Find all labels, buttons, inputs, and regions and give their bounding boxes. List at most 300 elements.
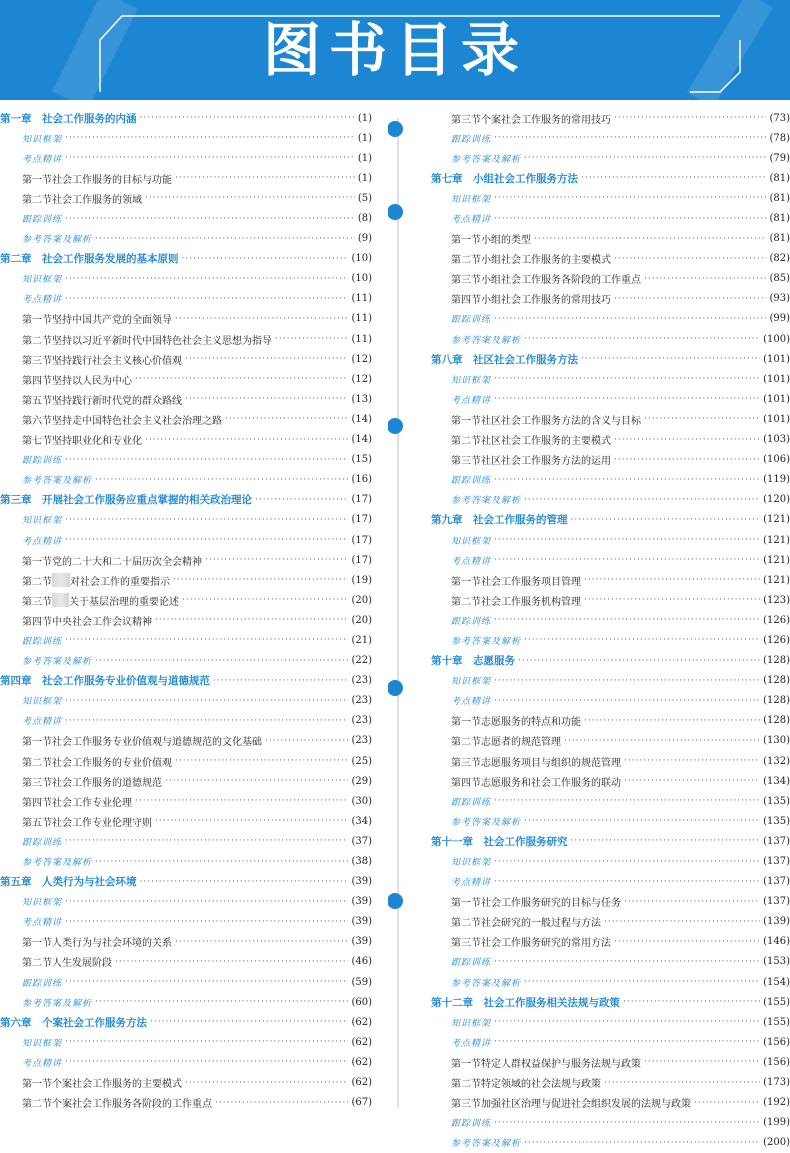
- page-number: (139): [763, 916, 790, 928]
- page-number: (17): [351, 554, 372, 566]
- dot-leader: [95, 997, 348, 1007]
- subsection-title: 跟踪训练: [451, 797, 492, 808]
- section-title: 小组的类型: [481, 235, 531, 247]
- dot-leader: [524, 977, 760, 987]
- section-title: 社会工作服务研究的常用方法: [481, 938, 611, 950]
- toc-right-column: [427, 108, 790, 1153]
- toc-section-entry[interactable]: [427, 892, 790, 912]
- section-number: 第三节: [451, 1099, 481, 1111]
- section-title: 个案社会工作服务的主要模式: [52, 1079, 182, 1091]
- toc-subsection-entry[interactable]: [0, 289, 372, 309]
- page-number: (34): [351, 815, 372, 827]
- toc-subsection-entry[interactable]: [0, 530, 372, 550]
- page-number: (10): [351, 253, 372, 265]
- section-number: 第一节: [451, 415, 481, 427]
- page-number: (128): [763, 695, 790, 707]
- toc-subsection-entry[interactable]: [427, 550, 790, 570]
- toc-subsection-entry[interactable]: [427, 530, 790, 550]
- toc-subsection-entry[interactable]: [0, 651, 372, 671]
- subsection-title: 参考答案及解析: [451, 636, 522, 647]
- subsection-title: 参考答案及解析: [22, 657, 93, 668]
- toc-subsection-entry[interactable]: [0, 691, 372, 711]
- dot-leader: [524, 1138, 760, 1148]
- toc-section-entry[interactable]: [0, 389, 372, 409]
- page-number: (79): [769, 152, 790, 164]
- dot-leader: [584, 716, 760, 726]
- subsection-title: 跟踪训练: [451, 134, 492, 145]
- page-number: (9): [357, 233, 372, 245]
- toc-section-entry[interactable]: [427, 1052, 790, 1072]
- dot-leader: [175, 756, 348, 766]
- toc-section-entry[interactable]: [427, 430, 790, 450]
- page-number: (23): [351, 715, 372, 727]
- toc-section-entry[interactable]: [0, 1073, 372, 1093]
- dot-leader: [65, 977, 348, 987]
- section-number: 第三节: [451, 114, 481, 126]
- toc-section-entry[interactable]: [0, 771, 372, 791]
- subsection-title: 跟踪训练: [22, 636, 63, 647]
- toc-chapter-entry[interactable]: [0, 671, 372, 691]
- subsection-title: 知识框架: [22, 1038, 63, 1049]
- dot-leader: [65, 897, 348, 907]
- page-number: (73): [769, 112, 790, 124]
- dot-leader: [571, 515, 761, 525]
- dot-leader: [494, 1118, 760, 1128]
- subsection-title: 考点精讲: [22, 536, 63, 547]
- toc-subsection-entry[interactable]: [0, 1052, 372, 1072]
- subsection-title: 知识框架: [22, 898, 63, 909]
- section-title: 个案社会工作服务各阶段的工作重点: [52, 1099, 212, 1111]
- dot-leader: [165, 776, 348, 786]
- toc-subsection-entry[interactable]: [427, 811, 790, 831]
- section-number: 第一节: [22, 1079, 52, 1091]
- toc-subsection-entry[interactable]: [0, 711, 372, 731]
- page-number: (192): [763, 1097, 790, 1109]
- toc-subsection-entry[interactable]: [427, 309, 790, 329]
- section-number: 第二节: [22, 1099, 52, 1111]
- toc-section-entry[interactable]: [427, 570, 790, 590]
- section-number: 第二节: [22, 335, 52, 347]
- page-number: (100): [763, 333, 790, 345]
- page-number: (16): [351, 474, 372, 486]
- chapter-title: 第九章 社会工作服务的管理: [431, 514, 568, 527]
- dot-leader: [155, 816, 348, 826]
- toc-chapter-entry[interactable]: [427, 349, 790, 369]
- toc-section-entry[interactable]: [0, 570, 372, 590]
- toc-section-entry[interactable]: [427, 731, 790, 751]
- section-number: 第三节: [451, 456, 481, 468]
- section-title: 人类行为与社会环境的关系: [52, 938, 172, 950]
- toc-section-entry[interactable]: [427, 751, 790, 771]
- dot-leader: [225, 414, 348, 424]
- dot-leader: [275, 334, 348, 344]
- toc-section-entry[interactable]: [427, 771, 790, 791]
- toc-section-entry[interactable]: [427, 1093, 790, 1113]
- dot-leader: [155, 615, 348, 625]
- section-title: 小组社会工作服务各阶段的工作重点: [481, 275, 641, 287]
- toc-section-entry[interactable]: [0, 751, 372, 771]
- toc-subsection-entry[interactable]: [427, 490, 790, 510]
- toc-section-entry[interactable]: [0, 168, 372, 188]
- toc-subsection-entry[interactable]: [427, 329, 790, 349]
- toc-section-entry[interactable]: [0, 731, 372, 751]
- page-number: (39): [351, 916, 372, 928]
- toc-chapter-entry[interactable]: [0, 108, 372, 128]
- page-number: (121): [763, 554, 790, 566]
- toc-subsection-entry[interactable]: [427, 188, 790, 208]
- page-number: (14): [351, 434, 372, 446]
- page-number: (12): [351, 353, 372, 365]
- section-title: 小组社会工作服务的常用技巧: [481, 295, 611, 307]
- page-number: (38): [351, 856, 372, 868]
- section-title: 坚持以人民为中心: [52, 375, 132, 387]
- page-number: (17): [351, 514, 372, 526]
- toc-subsection-entry[interactable]: [427, 1012, 790, 1032]
- page-number: (11): [351, 313, 372, 325]
- toc-section-entry[interactable]: [0, 188, 372, 208]
- page-number: (39): [351, 876, 372, 888]
- dot-leader: [644, 414, 760, 424]
- page-number: (93): [769, 293, 790, 305]
- section-number: 第一节: [22, 556, 52, 568]
- toc-subsection-entry[interactable]: [427, 851, 790, 871]
- page-number: (99): [769, 313, 790, 325]
- dot-leader: [95, 234, 355, 244]
- dot-leader: [494, 555, 760, 565]
- section-number: 第三节: [22, 777, 52, 789]
- section-number: 第二节: [451, 918, 481, 930]
- section-title: 坚持走中国特色社会主义社会治理之路: [52, 415, 222, 427]
- section-number: 第三节: [22, 355, 52, 367]
- dot-leader: [581, 173, 766, 183]
- dot-leader: [494, 133, 766, 143]
- page-number: (19): [351, 574, 372, 586]
- toc-subsection-entry[interactable]: [0, 1032, 372, 1052]
- toc-subsection-entry[interactable]: [427, 389, 790, 409]
- page-number: (39): [351, 896, 372, 908]
- page-number: (173): [763, 1077, 790, 1089]
- page-number: (123): [763, 594, 790, 606]
- dot-leader: [518, 656, 760, 666]
- subsection-title: 考点精讲: [451, 556, 492, 567]
- toc-subsection-entry[interactable]: [427, 369, 790, 389]
- page-number: (39): [351, 936, 372, 948]
- page-number: (30): [351, 795, 372, 807]
- page-number: (62): [351, 1056, 372, 1068]
- toc-section-entry[interactable]: [0, 430, 372, 450]
- toc-subsection-entry[interactable]: [0, 892, 372, 912]
- toc-section-entry[interactable]: [427, 711, 790, 731]
- dot-leader: [140, 113, 355, 123]
- page-number: (11): [351, 333, 372, 345]
- dot-leader: [604, 917, 760, 927]
- dot-leader: [644, 274, 766, 284]
- dot-leader: [494, 957, 760, 967]
- page-number: (101): [763, 393, 790, 405]
- subsection-title: 考点精讲: [451, 215, 492, 226]
- subsection-title: 参考答案及解析: [451, 335, 522, 346]
- dot-leader: [694, 1098, 760, 1108]
- toc-subsection-entry[interactable]: [0, 831, 372, 851]
- page-number: (101): [763, 413, 790, 425]
- timeline-dot: [388, 204, 403, 220]
- section-title: 坚持践行社会主义核心价值观: [52, 355, 182, 367]
- subsection-title: 跟踪训练: [451, 315, 492, 326]
- toc-subsection-entry[interactable]: [427, 952, 790, 972]
- dot-leader: [624, 776, 760, 786]
- toc-subsection-entry[interactable]: [427, 610, 790, 630]
- section-number: 第三节: [22, 596, 52, 608]
- toc-section-entry[interactable]: [0, 409, 372, 429]
- toc-subsection-entry[interactable]: [0, 851, 372, 871]
- chapter-title: 第八章 社区社会工作服务方法: [431, 353, 578, 366]
- page-number: (62): [351, 1016, 372, 1028]
- subsection-title: 知识框架: [22, 134, 63, 145]
- subsection-title: 知识框架: [451, 1018, 492, 1029]
- toc-section-entry[interactable]: [427, 229, 790, 249]
- toc-chapter-entry[interactable]: [427, 510, 790, 530]
- toc-section-entry[interactable]: [0, 309, 372, 329]
- section-number: 第七节: [22, 436, 52, 448]
- dot-leader: [614, 435, 760, 445]
- subsection-title: 知识框架: [451, 536, 492, 547]
- dot-leader: [494, 676, 760, 686]
- dot-leader: [213, 676, 348, 686]
- toc-section-entry[interactable]: [0, 811, 372, 831]
- subsection-title: 知识框架: [451, 194, 492, 205]
- section-title: 党的二十大和二十届历次全会精神: [52, 556, 202, 568]
- page-number: (46): [351, 956, 372, 968]
- subsection-title: 跟踪训练: [22, 215, 63, 226]
- page-number: (62): [351, 1036, 372, 1048]
- toc-chapter-entry[interactable]: [427, 168, 790, 188]
- subsection-title: 参考答案及解析: [451, 1139, 522, 1150]
- page-number: (121): [763, 574, 790, 586]
- section-title: 社区社会工作服务的主要模式: [481, 436, 611, 448]
- subsection-title: 考点精讲: [451, 1038, 492, 1049]
- chapter-title: 第四章 社会工作服务专业价值观与道德规范: [0, 675, 210, 688]
- toc-section-entry[interactable]: [0, 952, 372, 972]
- dot-leader: [115, 957, 348, 967]
- dot-leader: [614, 937, 760, 947]
- dot-leader: [175, 314, 348, 324]
- toc-subsection-entry[interactable]: [427, 630, 790, 650]
- dot-leader: [65, 836, 348, 846]
- dot-leader: [65, 1037, 348, 1047]
- toc-subsection-entry[interactable]: [427, 671, 790, 691]
- page-number: (59): [351, 976, 372, 988]
- page-number: (132): [763, 755, 790, 767]
- page-number: (101): [763, 353, 790, 365]
- toc-section-entry[interactable]: [427, 409, 790, 429]
- dot-leader: [65, 635, 348, 645]
- dot-leader: [524, 495, 760, 505]
- page-number: (137): [763, 876, 790, 888]
- section-number: 第四节: [451, 777, 481, 789]
- page-number: (21): [351, 634, 372, 646]
- toc-subsection-entry[interactable]: [0, 630, 372, 650]
- toc-subsection-entry[interactable]: [427, 1113, 790, 1133]
- toc-subsection-entry[interactable]: [0, 470, 372, 490]
- dot-leader: [614, 113, 766, 123]
- toc-chapter-entry[interactable]: [0, 1012, 372, 1032]
- toc-subsection-entry[interactable]: [0, 229, 372, 249]
- page-number: (5): [357, 192, 372, 204]
- toc-section-entry[interactable]: [0, 590, 372, 610]
- toc-subsection-entry[interactable]: [0, 972, 372, 992]
- subsection-title: 知识框架: [451, 677, 492, 688]
- dot-leader: [65, 1057, 348, 1067]
- toc-subsection-entry[interactable]: [0, 450, 372, 470]
- header-banner: [0, 0, 790, 100]
- section-title: 人生发展阶段: [52, 958, 112, 970]
- dot-leader: [175, 937, 348, 947]
- toc-section-entry[interactable]: [427, 269, 790, 289]
- dot-leader: [65, 716, 348, 726]
- toc-subsection-entry[interactable]: [0, 148, 372, 168]
- dot-leader: [65, 515, 348, 525]
- toc-subsection-entry[interactable]: [427, 691, 790, 711]
- toc-chapter-entry[interactable]: [0, 872, 372, 892]
- toc-subsection-entry[interactable]: [427, 148, 790, 168]
- toc-section-entry[interactable]: [427, 289, 790, 309]
- toc-section-entry[interactable]: [427, 932, 790, 952]
- section-title: 小组社会工作服务的主要模式: [481, 255, 611, 267]
- toc-subsection-entry[interactable]: [0, 992, 372, 1012]
- dot-leader: [494, 1017, 760, 1027]
- dot-leader: [205, 555, 348, 565]
- subsection-title: 跟踪训练: [451, 1119, 492, 1130]
- toc-section-entry[interactable]: [427, 912, 790, 932]
- section-number: 第一节: [22, 938, 52, 950]
- toc-subsection-entry[interactable]: [0, 208, 372, 228]
- toc-section-entry[interactable]: [427, 590, 790, 610]
- toc-subsection-entry[interactable]: [427, 972, 790, 992]
- toc-section-entry[interactable]: [427, 108, 790, 128]
- toc-section-entry[interactable]: [427, 249, 790, 269]
- toc-subsection-entry[interactable]: [0, 128, 372, 148]
- dot-leader: [65, 214, 355, 224]
- section-number: 第二节: [451, 436, 481, 448]
- section-title: 社会研究的一般过程与方法: [481, 918, 601, 930]
- page-number: (128): [763, 655, 790, 667]
- page-number: (137): [763, 856, 790, 868]
- section-number: 第二节: [451, 737, 481, 749]
- toc-subsection-entry[interactable]: [427, 208, 790, 228]
- page-number: (17): [351, 534, 372, 546]
- section-number: 第一节: [451, 1058, 481, 1070]
- subsection-title: 知识框架: [451, 375, 492, 386]
- page-number: (134): [763, 775, 790, 787]
- dot-leader: [524, 635, 760, 645]
- page-number: (156): [763, 1036, 790, 1048]
- toc-chapter-entry[interactable]: [0, 490, 372, 510]
- section-title: 社会工作服务机构管理: [481, 596, 581, 608]
- section-number: 第二节: [451, 596, 481, 608]
- toc-chapter-entry[interactable]: [0, 249, 372, 269]
- redacted-text: [52, 573, 70, 587]
- toc-subsection-entry[interactable]: [0, 510, 372, 530]
- dot-leader: [65, 274, 348, 284]
- toc-subsection-entry[interactable]: [427, 1032, 790, 1052]
- toc-section-entry[interactable]: [0, 550, 372, 570]
- page-number: (1): [357, 132, 372, 144]
- toc-section-entry[interactable]: [427, 1073, 790, 1093]
- section-title: 社会工作服务的目标与功能: [52, 174, 172, 186]
- page-number: (1): [357, 152, 372, 164]
- timeline-dot: [388, 680, 403, 696]
- dot-leader: [494, 1037, 760, 1047]
- section-number: 第一节: [451, 576, 481, 588]
- subsection-title: 考点精讲: [22, 918, 63, 929]
- toc-subsection-entry[interactable]: [0, 912, 372, 932]
- toc-section-entry[interactable]: [0, 369, 372, 389]
- section-title: 特定人群权益保护与服务法规与政策: [481, 1058, 641, 1070]
- toc-section-entry[interactable]: [427, 450, 790, 470]
- section-title: 社会工作专业伦理: [52, 797, 132, 809]
- dot-leader: [494, 374, 760, 384]
- page-number: (1): [357, 112, 372, 124]
- dot-leader: [494, 696, 760, 706]
- toc-subsection-entry[interactable]: [427, 872, 790, 892]
- toc-subsection-entry[interactable]: [427, 1133, 790, 1153]
- subsection-title: 跟踪训练: [22, 456, 63, 467]
- section-title: 社会工作服务的专业价值观: [52, 757, 172, 769]
- dot-leader: [145, 435, 348, 445]
- page-number: (67): [351, 1097, 372, 1109]
- toc-chapter-entry[interactable]: [427, 651, 790, 671]
- page-number: (60): [351, 996, 372, 1008]
- subsection-title: 知识框架: [22, 697, 63, 708]
- page-number: (199): [763, 1117, 790, 1129]
- section-title: 对社会工作的重要指示: [69, 576, 170, 588]
- dot-leader: [614, 254, 766, 264]
- dot-leader: [571, 836, 761, 846]
- dot-leader: [494, 475, 760, 485]
- toc-section-entry[interactable]: [0, 932, 372, 952]
- dot-leader: [95, 857, 348, 867]
- section-title: 坚持职业化和专业化: [52, 436, 142, 448]
- toc-section-entry[interactable]: [0, 329, 372, 349]
- dot-leader: [150, 1017, 348, 1027]
- page-number: (128): [763, 675, 790, 687]
- section-number: 第一节: [22, 174, 52, 186]
- toc-section-entry[interactable]: [0, 1093, 372, 1113]
- chapter-title: 第一章 社会工作服务的内涵: [0, 112, 137, 125]
- section-title: 社会工作专业伦理守则: [52, 817, 152, 829]
- section-number: 第二节: [22, 194, 52, 206]
- page-number: (1): [357, 172, 372, 184]
- section-title: 社会工作服务研究的目标与任务: [481, 898, 621, 910]
- toc-chapter-entry[interactable]: [427, 992, 790, 1012]
- toc-subsection-entry[interactable]: [427, 470, 790, 490]
- page-number: (119): [763, 474, 790, 486]
- toc-subsection-entry[interactable]: [0, 269, 372, 289]
- dot-leader: [524, 153, 766, 163]
- section-number: 第一节: [22, 315, 52, 327]
- dot-leader: [95, 656, 348, 666]
- toc-subsection-entry[interactable]: [427, 791, 790, 811]
- toc-section-entry[interactable]: [0, 349, 372, 369]
- page-number: (121): [763, 514, 790, 526]
- toc-section-entry[interactable]: [0, 791, 372, 811]
- subsection-title: 考点精讲: [22, 295, 63, 306]
- chapter-title: 第十二章 社会工作服务相关法规与政策: [431, 996, 620, 1009]
- toc-subsection-entry[interactable]: [427, 128, 790, 148]
- toc-chapter-entry[interactable]: [427, 831, 790, 851]
- dot-leader: [494, 193, 766, 203]
- toc-section-entry[interactable]: [0, 610, 372, 630]
